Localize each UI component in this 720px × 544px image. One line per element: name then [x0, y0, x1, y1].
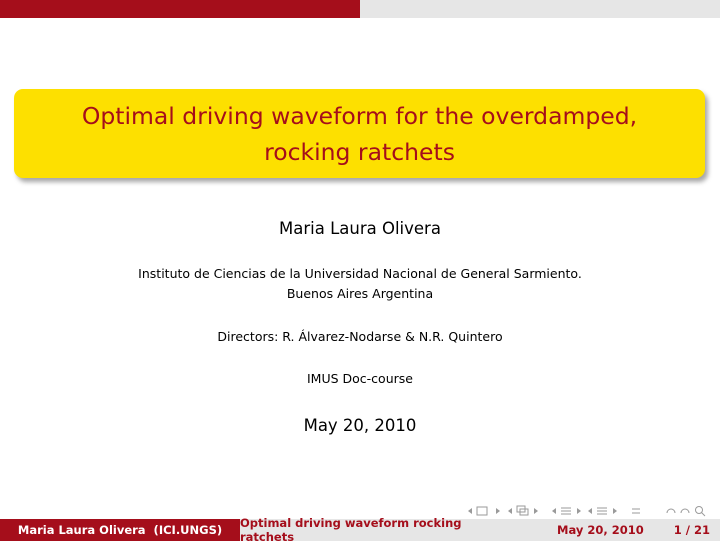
align-icon[interactable] — [630, 505, 642, 517]
event-name: IMUS Doc-course — [307, 371, 413, 386]
footer-date-page — [480, 519, 720, 541]
institution-line-1: Instituto de Ciencias de la Universidad Nacional de General Sarmiento. — [138, 266, 582, 281]
nav-subsection-group[interactable] — [507, 503, 555, 519]
footer-author-text: Maria Laura Olivera (ICI.UNGS) — [17, 523, 223, 537]
footer-title-text: Optimal driving waveform rocking ratchets — [240, 516, 462, 544]
nav-align[interactable] — [630, 503, 642, 519]
progress-fill — [0, 0, 360, 18]
presentation-date: May 20, 2010 — [303, 416, 417, 435]
footer-title — [240, 516, 480, 544]
title-box — [14, 89, 705, 178]
directors-line: Directors: R. Álvarez-Nodarse & N.R. Quintero — [217, 329, 503, 344]
author-name: Maria Laura Olivera — [279, 219, 441, 238]
footer-page-number: 1 / 21 — [673, 523, 710, 537]
footer-author — [0, 519, 240, 541]
subsection-nav-icon[interactable] — [507, 505, 555, 517]
institution-line-2: Buenos Aires Argentina — [286, 286, 434, 301]
search-icon[interactable] — [664, 505, 708, 517]
footer-date: May 20, 2010 — [557, 523, 644, 537]
nav-search[interactable] — [664, 503, 708, 519]
presentation-title: Optimal driving waveform for the overdamped, rocking ratchets — [81, 101, 638, 166]
nav-section-group-2[interactable] — [587, 503, 621, 519]
section-nav-icon-2[interactable] — [587, 505, 621, 517]
footer-bar — [0, 516, 720, 544]
section-nav-icon[interactable] — [551, 505, 585, 517]
top-progress-bar — [0, 0, 720, 18]
nav-section-group[interactable] — [551, 503, 585, 519]
